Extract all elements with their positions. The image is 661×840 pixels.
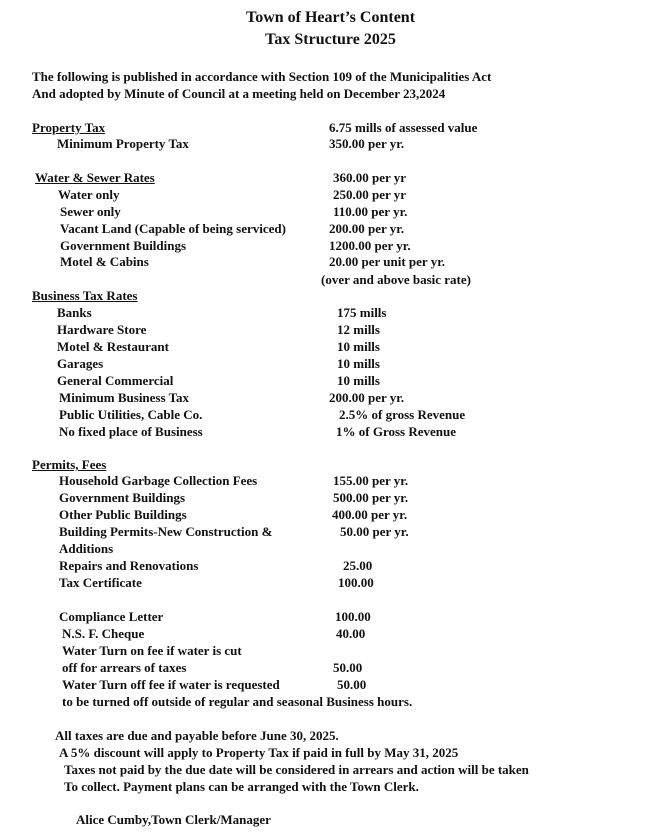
intro-line-2: And adopted by Minute of Council at a meeting held on December 23,2024 [32, 86, 446, 101]
business-tax-row-value: 200.00 per yr. [329, 390, 405, 405]
property-tax-rate: 6.75 mills of assessed value [329, 120, 478, 135]
business-tax-row-label: General Commercial [57, 373, 174, 388]
document-subtitle: Tax Structure 2025 [265, 31, 396, 48]
water-sewer-basic-rate: 360.00 per yr [333, 170, 407, 185]
business-tax-row-value: 10 mills [337, 339, 380, 354]
water-sewer-row-value: 20.00 per unit per yr. [329, 254, 446, 269]
business-tax-row-label: Banks [57, 305, 92, 320]
business-tax-row-value: 10 mills [337, 356, 380, 371]
water-sewer-row-label: Government Buildings [60, 238, 187, 253]
business-tax-row-value: 10 mills [337, 373, 380, 388]
business-tax-row-value: 175 mills [337, 305, 387, 320]
permits-fees-row-value: 50.00 [333, 660, 363, 675]
water-sewer-row-value: 1200.00 per yr. [329, 238, 411, 253]
permits-fees-row-label: Building Permits-New Construction & [59, 524, 273, 539]
permits-fees-row-value: 155.00 per yr. [333, 473, 409, 488]
permits-fees-row-label: off for arrears of taxes [62, 660, 187, 675]
intro-line-1: The following is published in accordance with Section 109 of the Municipalities Act [32, 69, 492, 84]
permits-fees-row-label: Other Public Buildings [59, 507, 187, 522]
payment-note-4: To collect. Payment plans can be arranged with the Town Clerk. [64, 779, 419, 794]
permits-fees-row-label: Water Turn off fee if water is requested [62, 677, 280, 692]
permits-fees-row-label: Tax Certificate [59, 575, 142, 590]
business-tax-row-label: Minimum Business Tax [59, 390, 190, 405]
permits-fees-row-value: 100.00 [338, 575, 374, 590]
permits-fees-row-value: 25.00 [343, 558, 373, 573]
business-tax-row-label: Hardware Store [57, 322, 147, 337]
business-tax-row-label: Public Utilities, Cable Co. [59, 407, 203, 422]
permits-fees-row-value: 40.00 [336, 626, 366, 641]
property-tax-row-value: 350.00 per yr. [329, 136, 405, 151]
business-tax-row-value: 2.5% of gross Revenue [339, 407, 466, 422]
permits-fees-row-label: Repairs and Renovations [59, 558, 199, 573]
water-sewer-row-value: 250.00 per yr [333, 187, 407, 202]
permits-fees-row-value: 50.00 per yr. [340, 524, 409, 539]
property-tax-heading: Property Tax [32, 120, 106, 135]
permits-fees-row-value: 400.00 per yr. [332, 507, 408, 522]
payment-note-3: Taxes not paid by the due date will be considered in arrears and action will be taken [64, 762, 529, 777]
water-sewer-row-label: Sewer only [60, 204, 121, 219]
water-sewer-note: (over and above basic rate) [321, 272, 471, 287]
permits-fees-row-label: to be turned off outside of regular and seasonal Business hours. [62, 694, 413, 709]
permits-fees-heading: Permits, Fees [32, 457, 107, 472]
business-tax-row-value: 12 mills [337, 322, 380, 337]
water-sewer-heading: Water & Sewer Rates [35, 170, 155, 185]
water-sewer-row-value: 110.00 per yr. [333, 204, 408, 219]
business-tax-heading: Business Tax Rates [32, 288, 138, 303]
document-title: Town of Heart’s Content [245, 9, 416, 26]
permits-fees-row-value: 50.00 [337, 677, 367, 692]
water-sewer-row-label: Vacant Land (Capable of being serviced) [60, 221, 286, 236]
property-tax-row-label: Minimum Property Tax [57, 136, 189, 151]
permits-fees-row-label: Government Buildings [59, 490, 186, 505]
business-tax-row-label: No fixed place of Business [59, 424, 203, 439]
business-tax-row-label: Motel & Restaurant [57, 339, 169, 354]
permits-fees-row-label: Additions [59, 541, 114, 556]
permits-fees-row-label: Compliance Letter [59, 609, 164, 624]
permits-fees-row-value: 500.00 per yr. [333, 490, 409, 505]
water-sewer-row-label: Water only [58, 187, 120, 202]
water-sewer-row-label: Motel & Cabins [60, 254, 149, 269]
permits-fees-row-label: N.S. F. Cheque [62, 626, 145, 641]
permits-fees-row-label: Household Garbage Collection Fees [59, 473, 258, 488]
permits-fees-row-value: 100.00 [335, 609, 371, 624]
payment-note-2: A 5% discount will apply to Property Tax if paid in full by May 31, 2025 [59, 745, 459, 760]
permits-fees-row-label: Water Turn on fee if water is cut [62, 643, 242, 658]
payment-note-1: All taxes are due and payable before June 30, 2025. [55, 728, 339, 743]
business-tax-row-label: Garages [57, 356, 104, 371]
business-tax-row-value: 1% of Gross Revenue [336, 424, 457, 439]
signature: Alice Cumby,Town Clerk/Manager [76, 812, 271, 827]
water-sewer-row-value: 200.00 per yr. [329, 221, 405, 236]
